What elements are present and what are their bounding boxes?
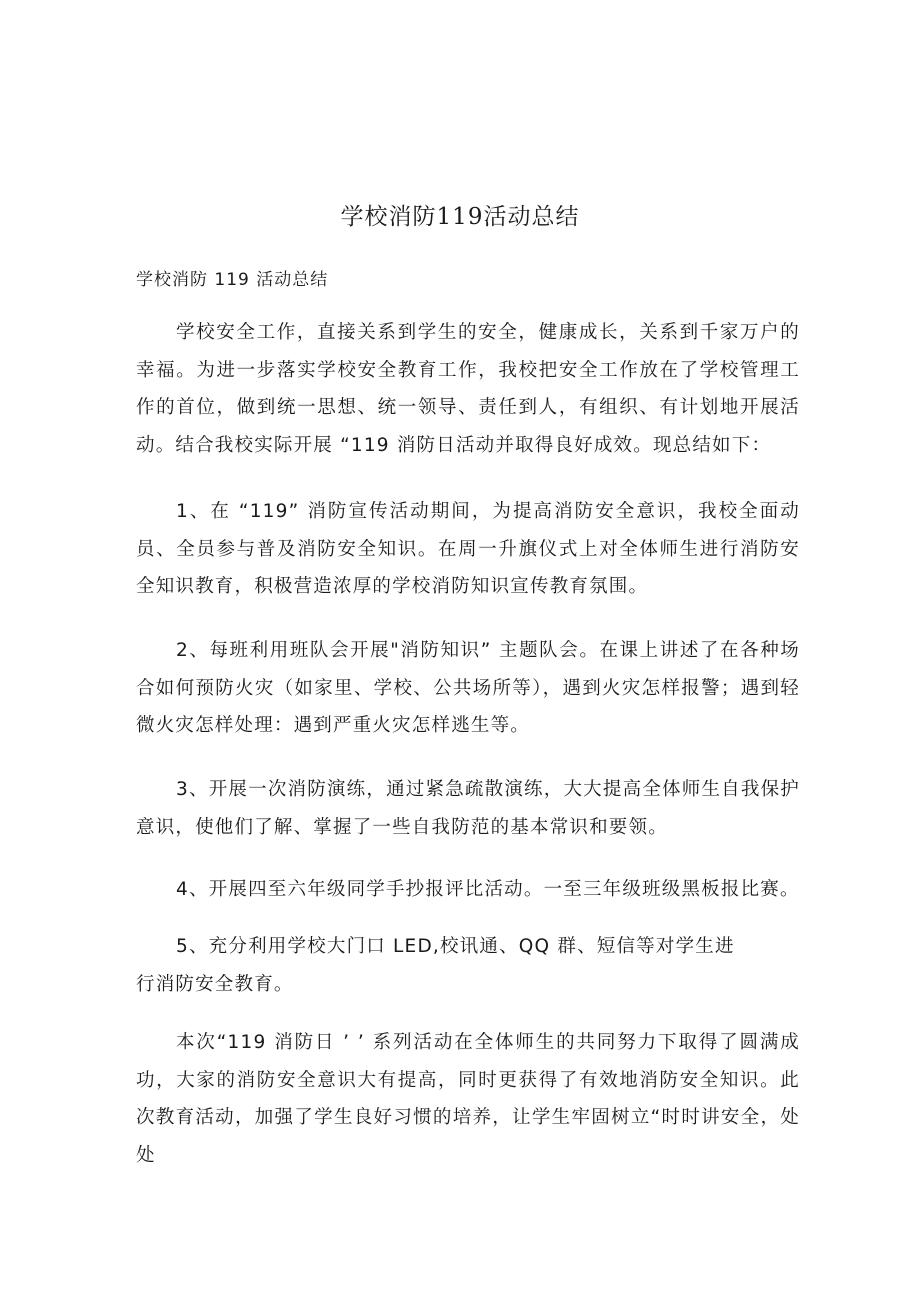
document-title: 学校消防119活动总结 <box>340 204 580 230</box>
document-subtitle: 学校消防 119 活动总结 <box>136 270 329 290</box>
item-5-line-1: 5、充分利用学校大门口 LED,校讯通、QQ 群、短信等对学生进 <box>176 936 735 957</box>
item-1-paragraph: 1、在 “119” 消防宣传活动期间，为提高消防安全意识，我校全面动员、全员参与普及消防安全知识。在周一升旗仪式上对全体师生进行消防安全知识教育，积极营造浓厚的学校消防知识宣传教育氛围。 <box>136 501 800 597</box>
closing-paragraph: 本次“119 消防日 ’ ’ 系列活动在全体师生的共同努力下取得了圆满成功，大家的消防安全意识大有提高，同时更获得了有效地消防安全知识。此次教育活动，加强了学生良好习惯的培养，让学生牢固树立“时时讲安全，处处 <box>136 1032 800 1166</box>
item-3-paragraph: 3、开展一次消防演练，通过紧急疏散演练，大大提高全体师生自我保护意识，使他们了解、掌握了一些自我防范的基本常识和要领。 <box>136 779 800 838</box>
item-5-line-2: 行消防安全教育。 <box>136 974 294 995</box>
intro-paragraph: 学校安全工作，直接关系到学生的安全，健康成长，关系到千家万户的幸福。为进一步落实学校安全教育工作，我校把安全工作放在了学校管理工作的首位，做到统一思想、统一领导、责任到人，有组织、有计划地开展活动。结合我校实际开展 “119 消防日活动并取得良好成效。现总结如下： <box>136 322 800 456</box>
item-4-paragraph: 4、开展四至六年级同学手抄报评比活动。一至三年级班级黑板报比赛。 <box>176 879 800 900</box>
item-2-paragraph: 2、每班利用班队会开展"消防知识” 主题队会。在课上讲述了在各种场合如何预防火灾（如家里、学校、公共场所等），遇到火灾怎样报警；遇到轻微火灾怎样处理：遇到严重火灾怎样逃生等。 <box>136 640 800 736</box>
